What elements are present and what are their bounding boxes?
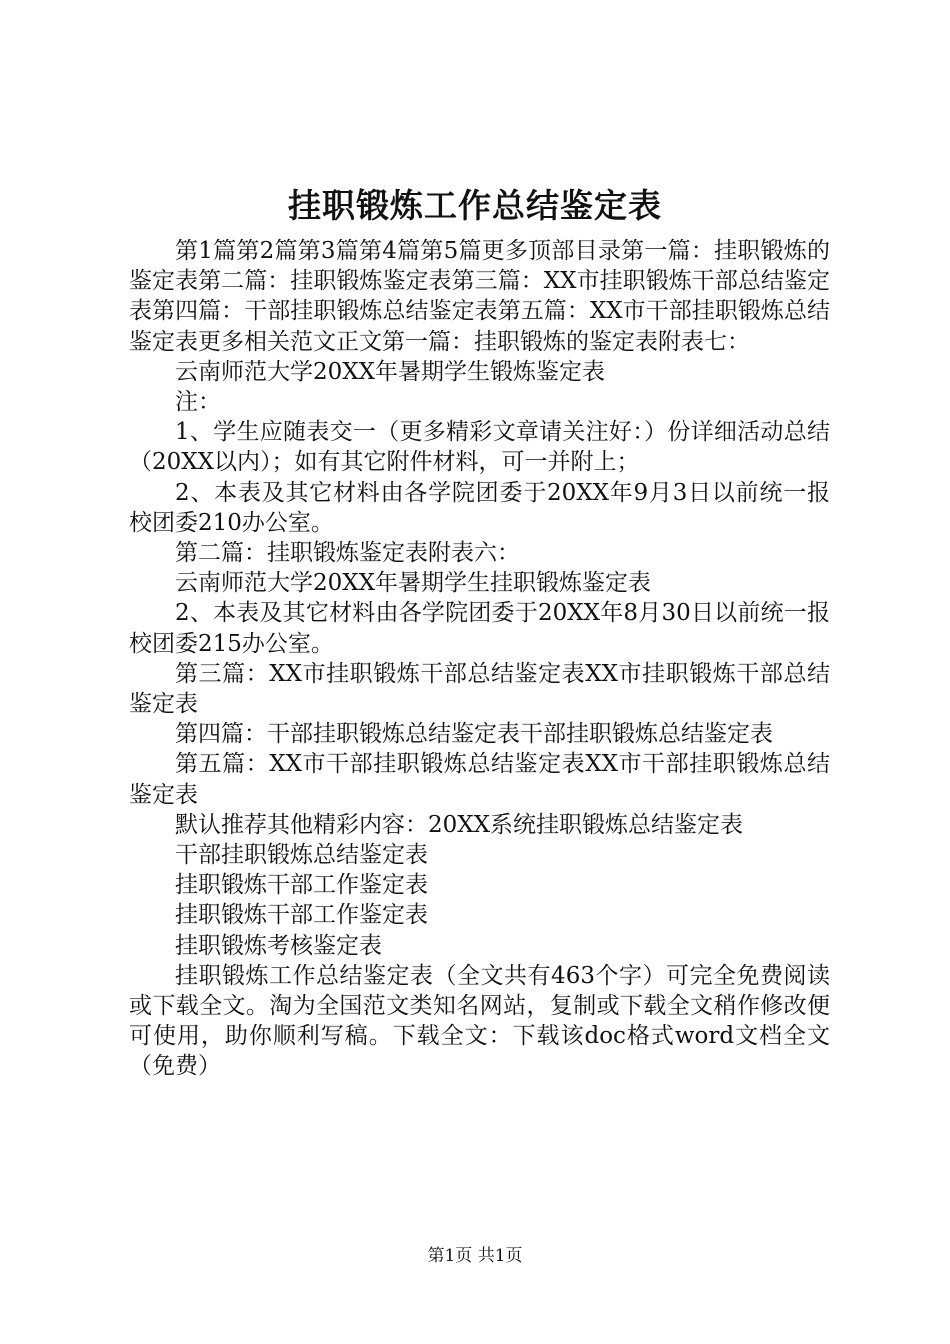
list-item: 挂职锻炼干部工作鉴定表 xyxy=(175,902,428,929)
paragraph-table-of-contents: 第1篇第2篇第3篇第4篇第5篇更多顶部目录第一篇：挂职锻炼的鉴定表第二篇：挂职锻炼鉴定表第三篇：XX市挂职锻炼干部总结鉴定表第四篇：干部挂职锻炼总结鉴定表第五篇：XX市干部挂职锻炼总结鉴定表更多相关范文正文第一篇：挂职锻炼的鉴定表附表七： xyxy=(129,238,830,355)
paragraph-download-note: 挂职锻炼工作总结鉴定表（全文共有463个字）可完全免费阅读或下载全文。淘为全国范文类知名网站，复制或下载全文稍作修改便可使用，助你顺利写稿。下载全文：下载该doc格式word文档全文（免费） xyxy=(129,962,830,1080)
paragraph-note-2: 2、本表及其它材料由各学院团委于20XX年9月3日以前统一报校团委210办公室。 xyxy=(129,479,830,536)
document-title: 挂职锻炼工作总结鉴定表 xyxy=(288,186,662,225)
paragraph-form-title-1: 云南师范大学20XX年暑期学生锻炼鉴定表 xyxy=(175,358,606,385)
page-footer: 第1页 共1页 xyxy=(427,1246,523,1266)
list-item: 干部挂职锻炼总结鉴定表 xyxy=(175,842,428,869)
paragraph-section-5: 第五篇：XX市干部挂职锻炼总结鉴定表XX市干部挂职锻炼总结鉴定表 xyxy=(129,751,830,808)
list-item: 挂职锻炼干部工作鉴定表 xyxy=(175,872,428,899)
paragraph-section-2-note: 2、本表及其它材料由各学院团委于20XX年8月30日以前统一报校团委215办公室。 xyxy=(129,600,830,657)
document-body xyxy=(129,236,830,1082)
paragraph-recommend: 默认推荐其他精彩内容：20XX系统挂职锻炼总结鉴定表 xyxy=(175,811,744,838)
paragraph-note-label: 注： xyxy=(175,389,221,416)
paragraph-form-title-2: 云南师范大学20XX年暑期学生挂职锻炼鉴定表 xyxy=(175,570,652,597)
list-item: 挂职锻炼考核鉴定表 xyxy=(175,932,382,959)
paragraph-section-2-heading: 第二篇：挂职锻炼鉴定表附表六： xyxy=(175,540,520,567)
paragraph-section-3: 第三篇：XX市挂职锻炼干部总结鉴定表XX市挂职锻炼干部总结鉴定表 xyxy=(129,660,830,718)
paragraph-note-1: 1、学生应随表交一（更多精彩文章请关注好：）份详细活动总结（20XX以内）；如有其它附件材料，可一并附上； xyxy=(129,419,830,476)
paragraph-section-4: 第四篇：干部挂职锻炼总结鉴定表干部挂职锻炼总结鉴定表 xyxy=(175,721,773,748)
